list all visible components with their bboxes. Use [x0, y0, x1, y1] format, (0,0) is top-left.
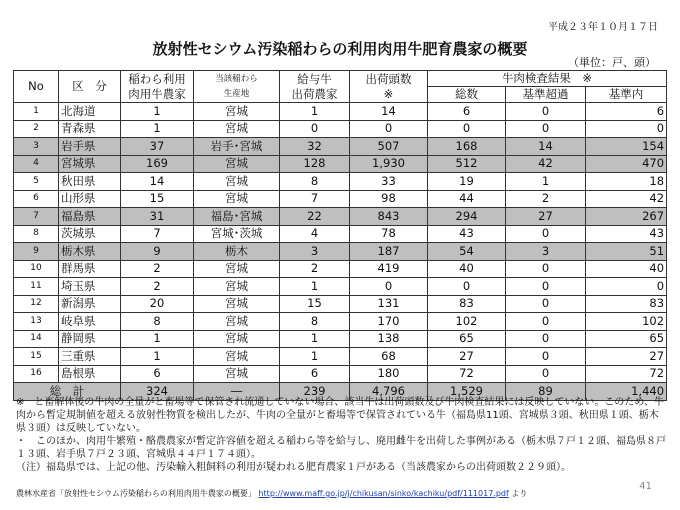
cell-origin: 宮城 [194, 260, 280, 278]
cell-farms: 20 [121, 295, 194, 313]
source-footer [16, 488, 527, 499]
notes [16, 396, 666, 474]
cell-within: 0 [586, 278, 667, 296]
cell-heads: 843 [350, 208, 428, 226]
cell-origin: 宮城 [194, 295, 280, 313]
cell-no: 14 [14, 330, 59, 348]
cell-heads: 1,930 [350, 155, 428, 173]
cell-farms: 1 [121, 120, 194, 138]
cell-supply: 1 [280, 278, 350, 296]
cell-supply: 2 [280, 260, 350, 278]
cell-no: 11 [14, 278, 59, 296]
cell-origin: 岩手･宮城 [194, 138, 280, 156]
cell-within: 42 [586, 190, 667, 208]
cell-over: 0 [506, 260, 586, 278]
cell-total: 19 [428, 173, 506, 191]
cell-pref: 福島県 [59, 208, 121, 226]
cell-pref: 島根県 [59, 365, 121, 383]
cell-pref: 秋田県 [59, 173, 121, 191]
cell-origin: 宮城 [194, 330, 280, 348]
cell-pref: 岩手県 [59, 138, 121, 156]
cell-supply: 22 [280, 208, 350, 226]
note-1: ※ と畜解体後の牛肉の全量がと畜場等で保管され流通していない場合、該当牛は出荷頭数及び牛肉検査結果には反映していない。このため、牛肉から暫定規制値を超える放射性物質を検出したが、牛肉の全量がと畜場等で保管されている牛（福島県11頭、宮城県３頭、秋田県１頭、栃木県３頭）は反映していない。 [16, 397, 664, 434]
source-text: 農林水産省「放射性セシウム汚染稲わらの利用肉用牛農家の概要」 [16, 489, 256, 498]
cell-total: 6 [428, 103, 506, 121]
header-origin-line2: 生産地 [223, 88, 250, 99]
totals-origin: ― [194, 383, 280, 401]
cell-heads: 138 [350, 330, 428, 348]
table-row [14, 103, 667, 121]
cell-total: 294 [428, 208, 506, 226]
table-row [14, 243, 667, 261]
cell-heads: 78 [350, 225, 428, 243]
header-farms-line1: 稲わら利用 [128, 71, 186, 86]
cell-supply: 1 [280, 103, 350, 121]
cell-no: 16 [14, 365, 59, 383]
cell-within: 6 [586, 103, 667, 121]
table-row [14, 120, 667, 138]
cell-within: 72 [586, 365, 667, 383]
cell-within: 51 [586, 243, 667, 261]
cell-over: 14 [506, 138, 586, 156]
header-inspection: 牛肉検査結果 ※ [428, 71, 667, 87]
source-link[interactable]: http://www.maff.go.jp/j/chikusan/sinko/kachiku/pdf/111017.pdf [258, 489, 509, 498]
cell-no: 2 [14, 120, 59, 138]
totals-total: 1,529 [428, 383, 506, 401]
cell-within: 154 [586, 138, 667, 156]
cell-total: 65 [428, 330, 506, 348]
cell-total: 0 [428, 278, 506, 296]
table-row [14, 173, 667, 191]
cell-over: 0 [506, 365, 586, 383]
cell-total: 0 [428, 120, 506, 138]
cell-no: 7 [14, 208, 59, 226]
table-row [14, 313, 667, 331]
header-heads-line1: 出荷頭数 [365, 71, 412, 86]
header-inspection-total: 総数 [428, 87, 506, 103]
table-row [14, 190, 667, 208]
header-origin [194, 71, 280, 103]
cell-over: 0 [506, 120, 586, 138]
cell-origin: 福島･宮城 [194, 208, 280, 226]
header-heads-line2: ※ [383, 86, 394, 101]
cell-farms: 1 [121, 348, 194, 366]
cell-within: 43 [586, 225, 667, 243]
cell-heads: 33 [350, 173, 428, 191]
totals-over: 89 [506, 383, 586, 401]
cell-origin: 宮城 [194, 120, 280, 138]
cell-no: 13 [14, 313, 59, 331]
cell-supply: 128 [280, 155, 350, 173]
cell-over: 1 [506, 173, 586, 191]
table-row [14, 348, 667, 366]
page-title: 放射性セシウム汚染稲わらの利用肉用牛肥育農家の概要 [152, 40, 528, 58]
cell-heads: 68 [350, 348, 428, 366]
header-supply-line2: 出荷農家 [291, 86, 338, 101]
cell-pref: 静岡県 [59, 330, 121, 348]
cell-pref: 茨城県 [59, 225, 121, 243]
cell-total: 102 [428, 313, 506, 331]
cell-total: 83 [428, 295, 506, 313]
cell-farms: 15 [121, 190, 194, 208]
cell-pref: 栃木県 [59, 243, 121, 261]
cell-total: 27 [428, 348, 506, 366]
cell-over: 2 [506, 190, 586, 208]
cell-farms: 6 [121, 365, 194, 383]
source-suffix: より [511, 489, 528, 498]
cell-within: 267 [586, 208, 667, 226]
cell-supply: 0 [280, 120, 350, 138]
cell-origin: 宮城･茨城 [194, 225, 280, 243]
table-row [14, 225, 667, 243]
header-pref: 区 分 [59, 71, 121, 103]
cell-farms: 37 [121, 138, 194, 156]
cell-origin: 宮城 [194, 155, 280, 173]
cell-total: 512 [428, 155, 506, 173]
cell-heads: 0 [350, 120, 428, 138]
header-supply-line1: 給与牛 [297, 71, 332, 86]
page-number: 41 [639, 481, 652, 492]
cell-supply: 4 [280, 225, 350, 243]
cell-no: 15 [14, 348, 59, 366]
cell-farms: 169 [121, 155, 194, 173]
cell-total: 72 [428, 365, 506, 383]
table-row [14, 295, 667, 313]
note-2: ・ このほか、肉用牛繁殖・酪農農家が暫定許容値を超える稲わら等を給与し、廃用雌牛を出荷した事例がある（栃木県７戸１２頭、福島県８戸１３頭、岩手県７戸２３頭、宮城県４４戸１７４頭）。 [16, 436, 666, 460]
cell-origin: 宮城 [194, 190, 280, 208]
cell-farms: 8 [121, 313, 194, 331]
header-origin-line1: 当該稲わら [215, 73, 258, 84]
cell-origin: 宮城 [194, 365, 280, 383]
cell-no: 1 [14, 103, 59, 121]
cell-no: 10 [14, 260, 59, 278]
totals-heads: 4,796 [350, 383, 428, 401]
cell-heads: 98 [350, 190, 428, 208]
cell-supply: 1 [280, 330, 350, 348]
cell-total: 54 [428, 243, 506, 261]
cell-within: 65 [586, 330, 667, 348]
cell-over: 0 [506, 330, 586, 348]
totals-within: 1,440 [586, 383, 667, 401]
cell-farms: 2 [121, 278, 194, 296]
cell-no: 3 [14, 138, 59, 156]
cell-farms: 31 [121, 208, 194, 226]
table-row [14, 155, 667, 173]
cell-over: 0 [506, 295, 586, 313]
cell-pref: 宮城県 [59, 155, 121, 173]
table-row [14, 330, 667, 348]
cell-within: 27 [586, 348, 667, 366]
cell-supply: 3 [280, 243, 350, 261]
table-row [14, 278, 667, 296]
cell-within: 102 [586, 313, 667, 331]
cell-origin: 宮城 [194, 313, 280, 331]
cell-supply: 1 [280, 348, 350, 366]
totals-supply: 239 [280, 383, 350, 401]
cell-over: 0 [506, 225, 586, 243]
header-farms [121, 71, 194, 103]
cell-over: 0 [506, 278, 586, 296]
cell-pref: 新潟県 [59, 295, 121, 313]
cell-no: 4 [14, 155, 59, 173]
cell-origin: 宮城 [194, 348, 280, 366]
cell-supply: 8 [280, 313, 350, 331]
cell-over: 3 [506, 243, 586, 261]
cell-pref: 山形県 [59, 190, 121, 208]
cell-over: 0 [506, 348, 586, 366]
header-heads [350, 71, 428, 103]
cell-farms: 2 [121, 260, 194, 278]
cell-pref: 青森県 [59, 120, 121, 138]
unit-label: （単位：戸、頭） [568, 56, 656, 69]
totals-farms: 324 [121, 383, 194, 401]
cell-farms: 14 [121, 173, 194, 191]
cell-within: 40 [586, 260, 667, 278]
cell-pref: 岐阜県 [59, 313, 121, 331]
table-row [14, 138, 667, 156]
table-row [14, 365, 667, 383]
cell-supply: 32 [280, 138, 350, 156]
cell-pref: 群馬県 [59, 260, 121, 278]
note-3: （注）福島県では、上記の他、汚染輸入粗飼料の利用が疑われる肥育農家１戸がある（当該農家からの出荷頭数２２９頭）。 [16, 462, 571, 473]
cell-over: 42 [506, 155, 586, 173]
cell-farms: 1 [121, 330, 194, 348]
header-no: No [14, 71, 59, 103]
cell-no: 9 [14, 243, 59, 261]
document-date: 平成２３年１０月１７日 [548, 22, 658, 33]
cell-over: 0 [506, 313, 586, 331]
cell-pref: 埼玉県 [59, 278, 121, 296]
header-farms-line2: 肉用牛農家 [128, 86, 186, 101]
cell-total: 44 [428, 190, 506, 208]
cell-total: 40 [428, 260, 506, 278]
totals-label: 総 計 [14, 383, 121, 401]
cell-heads: 180 [350, 365, 428, 383]
cell-total: 43 [428, 225, 506, 243]
cell-within: 470 [586, 155, 667, 173]
cell-farms: 9 [121, 243, 194, 261]
cell-no: 8 [14, 225, 59, 243]
cell-supply: 8 [280, 173, 350, 191]
cell-total: 168 [428, 138, 506, 156]
cell-no: 12 [14, 295, 59, 313]
cell-supply: 7 [280, 190, 350, 208]
header-supply [280, 71, 350, 103]
cell-pref: 三重県 [59, 348, 121, 366]
cell-origin: 宮城 [194, 278, 280, 296]
header-inspection-over: 基準超過 [506, 87, 586, 103]
farm-summary-table [13, 70, 667, 401]
cell-no: 6 [14, 190, 59, 208]
cell-heads: 187 [350, 243, 428, 261]
cell-supply: 6 [280, 365, 350, 383]
cell-pref: 北海道 [59, 103, 121, 121]
table-row [14, 260, 667, 278]
cell-heads: 14 [350, 103, 428, 121]
cell-heads: 419 [350, 260, 428, 278]
cell-farms: 1 [121, 103, 194, 121]
cell-origin: 宮城 [194, 173, 280, 191]
cell-over: 27 [506, 208, 586, 226]
cell-supply: 15 [280, 295, 350, 313]
cell-heads: 0 [350, 278, 428, 296]
cell-origin: 宮城 [194, 103, 280, 121]
cell-no: 5 [14, 173, 59, 191]
cell-within: 0 [586, 120, 667, 138]
table-body [14, 103, 667, 383]
table-row [14, 208, 667, 226]
cell-origin: 栃木 [194, 243, 280, 261]
cell-farms: 7 [121, 225, 194, 243]
cell-within: 83 [586, 295, 667, 313]
header-inspection-within: 基準内 [586, 87, 667, 103]
cell-heads: 507 [350, 138, 428, 156]
cell-heads: 131 [350, 295, 428, 313]
cell-over: 0 [506, 103, 586, 121]
cell-heads: 170 [350, 313, 428, 331]
cell-within: 18 [586, 173, 667, 191]
